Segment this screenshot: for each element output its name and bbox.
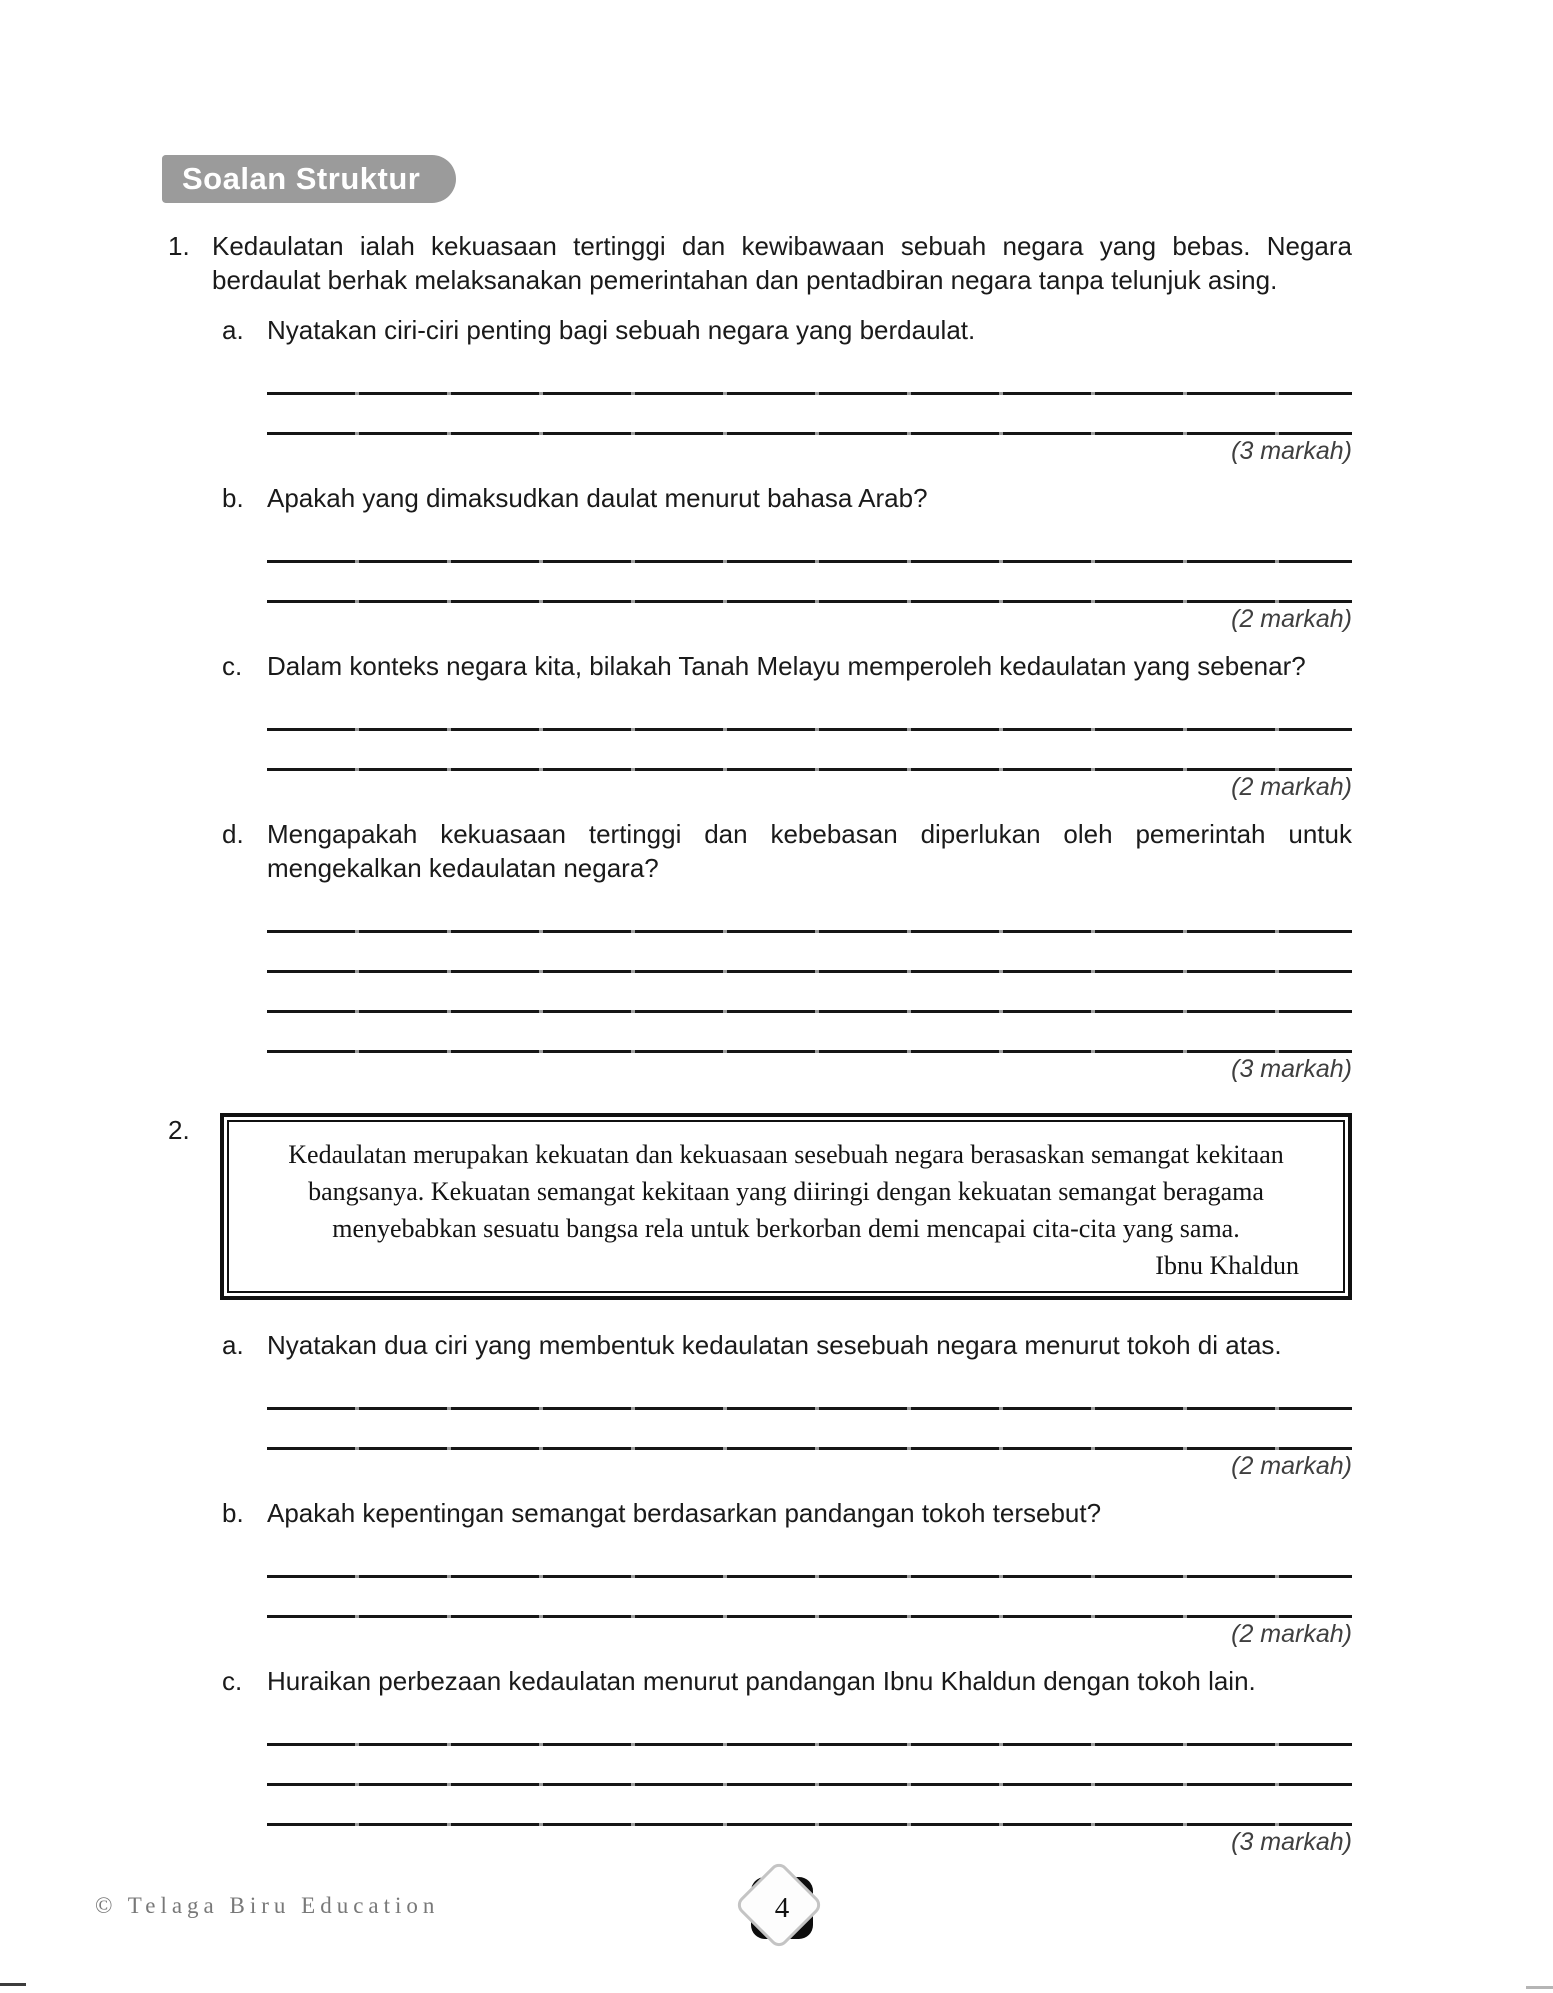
section-header-badge: Soalan Struktur	[162, 155, 456, 203]
marks-note: (3 markah)	[1231, 1828, 1352, 1856]
marks-note: (3 markah)	[1231, 1055, 1352, 1083]
sub-question-text: Nyatakan ciri-ciri penting bagi sebuah negara yang berdaulat.	[267, 315, 976, 345]
answer-line	[267, 523, 1352, 563]
subquestion-1b	[212, 481, 1352, 633]
marks-note: (2 markah)	[1231, 773, 1352, 801]
answer-lines	[267, 1538, 1352, 1618]
answer-lines	[267, 1706, 1352, 1826]
stimulus-quote-row	[168, 1113, 1352, 1300]
marks-note: (3 markah)	[1231, 437, 1352, 465]
question-number: 2.	[168, 1115, 190, 1145]
sub-label: a.	[222, 315, 244, 345]
answer-line	[267, 731, 1352, 771]
sub-question-text: Apakah yang dimaksudkan daulat menurut bahasa Arab?	[267, 483, 928, 513]
sub-label: b.	[222, 483, 244, 513]
answer-line	[267, 1746, 1352, 1786]
answer-line	[267, 973, 1352, 1013]
footer-copyright: © Telaga Biru Education	[95, 1893, 440, 1918]
sub-label: c.	[222, 651, 243, 681]
question-1	[162, 229, 1352, 1083]
answer-line	[267, 893, 1352, 933]
answer-line	[267, 355, 1352, 395]
subquestion-2b	[212, 1496, 1352, 1648]
answer-line	[267, 1013, 1352, 1053]
marks-note: (2 markah)	[1231, 1452, 1352, 1480]
answer-line	[267, 395, 1352, 435]
sub-question-text: Mengapakah kekuasaan tertinggi dan kebebasan diperlukan oleh pemerintah untuk mengekalkan kedaulatan negara?	[267, 819, 1352, 883]
answer-lines	[267, 893, 1352, 1053]
subquestion-2a	[212, 1328, 1352, 1480]
question-number: 1.	[168, 231, 190, 261]
sub-question-text: Huraikan perbezaan kedaulatan menurut pandangan Ibnu Khaldun dengan tokoh lain.	[267, 1666, 1256, 1696]
sub-label: b.	[222, 1498, 244, 1528]
answer-line	[267, 563, 1352, 603]
sub-label: a.	[222, 1330, 244, 1360]
answer-lines	[267, 1370, 1352, 1450]
answer-line	[267, 1538, 1352, 1578]
marks-note: (2 markah)	[1231, 1620, 1352, 1648]
answer-line	[267, 1706, 1352, 1746]
sub-label: d.	[222, 819, 244, 849]
subquestion-1c	[212, 649, 1352, 801]
subquestion-1d	[212, 817, 1352, 1083]
question-2	[162, 1113, 1352, 1856]
crop-mark-right	[1526, 1986, 1553, 1989]
sub-question-text: Dalam konteks negara kita, bilakah Tanah Melayu memperoleh kedaulatan yang sebenar?	[267, 651, 1306, 681]
answer-line	[267, 1410, 1352, 1450]
page-number: 4	[774, 1891, 790, 1924]
question-intro: Kedaulatan ialah kekuasaan tertinggi dan kewibawaan sebuah negara yang bebas. Negara berdaulat berhak melaksanakan pemerintahan dan pentadbiran negara tanpa telunjuk asing.	[212, 231, 1352, 295]
quote-attribution: Ibnu Khaldun	[1155, 1251, 1299, 1280]
answer-lines	[267, 523, 1352, 603]
answer-line	[267, 1578, 1352, 1618]
quote-text: Kedaulatan merupakan kekuatan dan kekuasaan sesebuah negara berasaskan semangat kekitaan bangsanya. Kekuatan semangat kekitaan yang diiringi dengan kekuatan semangat beragama menyebabkan sesuatu bangsa rela untuk berkorban demi mencapai cita-cita yang sama.	[288, 1140, 1284, 1243]
quote-box	[220, 1113, 1352, 1300]
answer-line	[267, 1370, 1352, 1410]
sub-question-text: Nyatakan dua ciri yang membentuk kedaulatan sesebuah negara menurut tokoh di atas.	[267, 1330, 1282, 1360]
subquestion-1a	[212, 313, 1352, 465]
sub-question-text: Apakah kepentingan semangat berdasarkan pandangan tokoh tersebut?	[267, 1498, 1102, 1528]
subquestion-2c	[212, 1664, 1352, 1856]
answer-lines	[267, 691, 1352, 771]
marks-note: (2 markah)	[1231, 605, 1352, 633]
answer-lines	[267, 355, 1352, 435]
answer-line	[267, 1786, 1352, 1826]
crop-mark-left	[0, 1983, 26, 1986]
sub-label: c.	[222, 1666, 243, 1696]
page-number-badge	[751, 1877, 813, 1939]
answer-line	[267, 933, 1352, 973]
answer-line	[267, 691, 1352, 731]
page-content	[162, 155, 1352, 1856]
